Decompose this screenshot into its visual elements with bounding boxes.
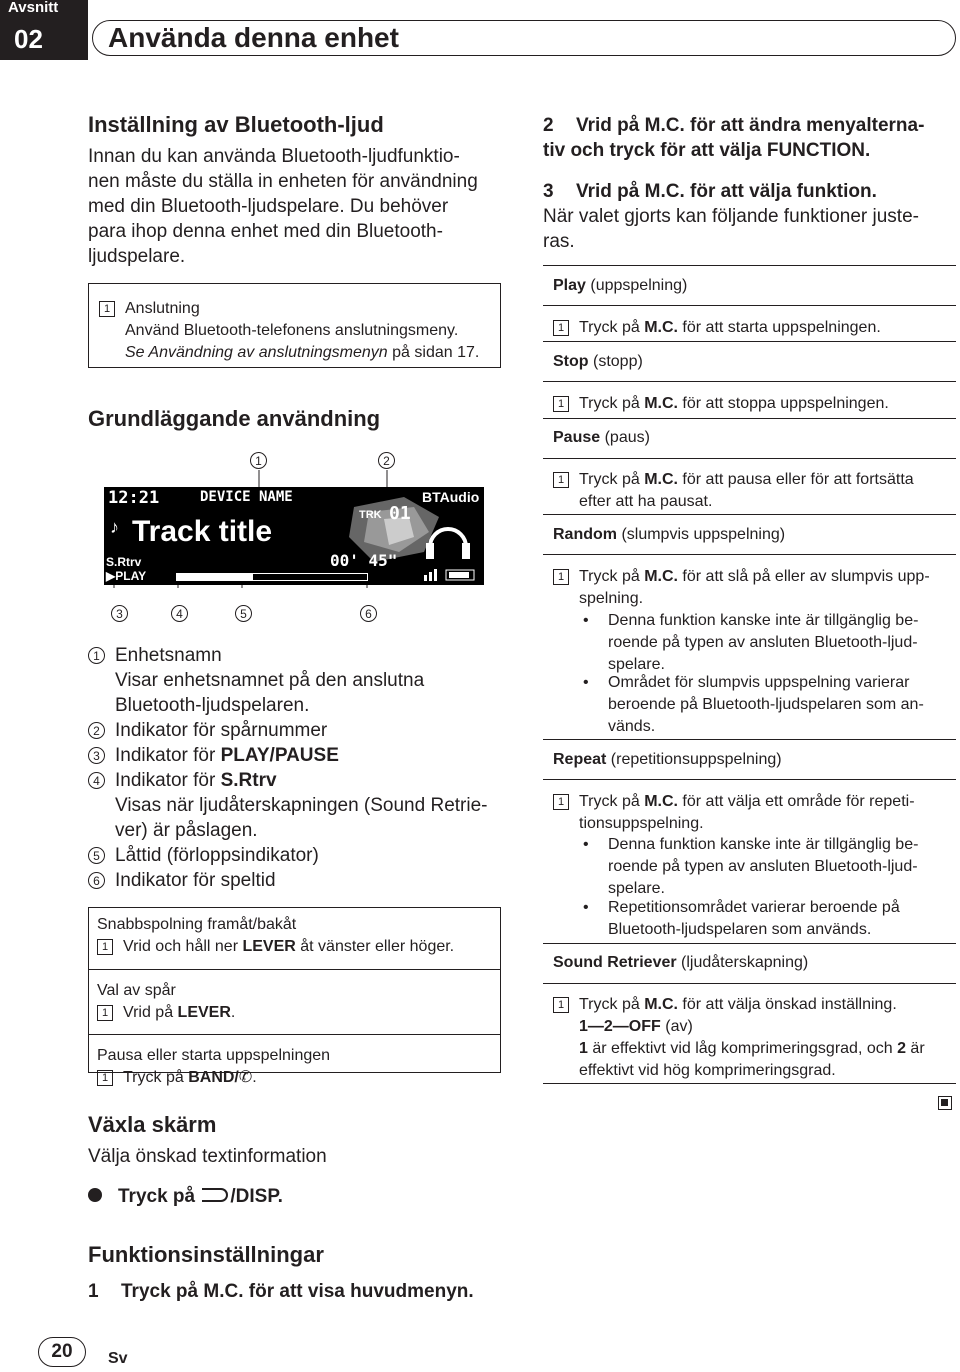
intro-line: med din Bluetooth-ljudspelare. Du behöver [88, 196, 449, 217]
intro-line: nen måste du ställa in enheten för användning [88, 171, 478, 192]
random-bullet: • Denna funktion kanske inte är tillgänglig be- roende på typen av ansluten Bluetooth-ljud- spelare. [583, 612, 919, 673]
switch-heading: Växla skärm [88, 1112, 217, 1137]
function-retriever-title: Sound Retriever (ljudåterskapning) [553, 954, 809, 971]
repeat-bullet: • Denna funktion kanske inte är tillgänglig be- roende på typen av ansluten Bluetooth-ljud- spelare. [583, 836, 919, 897]
callout-4: 4 [171, 605, 188, 622]
progress-bar [176, 573, 368, 581]
intro-line: Innan du kan använda Bluetooth-ljudfunktio- [88, 146, 460, 167]
step-number-icon: 1 [553, 472, 569, 488]
switch-action: Tryck på /DISP. [88, 1184, 283, 1209]
callout-3: 3 [111, 605, 128, 622]
callout-1: 1 [250, 452, 267, 469]
intro-line: para ihop denna enhet med din Bluetooth- [88, 221, 443, 242]
function-random-step: 1 Tryck på M.C. för att slå på eller av slumpvis upp- spelning. [553, 566, 930, 610]
intro-line: ljudspelare. [88, 246, 186, 267]
page-number: 20 [38, 1337, 86, 1367]
function-repeat-step: 1 Tryck på M.C. för att välja ett område för repeti- tionsuppspelning. [553, 791, 915, 835]
step-number-icon: 1 [97, 939, 113, 955]
section-label: Avsnitt [8, 0, 59, 16]
bt-audio-intro [88, 144, 518, 269]
divider [88, 969, 501, 970]
function-play-step: 1 Tryck på M.C. för att starta uppspelningen. [553, 317, 881, 339]
callout-6: 6 [360, 605, 377, 622]
music-note-icon: ♪ [110, 517, 119, 537]
quick-op-title: Snabbspolning framåt/bakåt [97, 916, 297, 933]
step-number-icon: 1 [553, 396, 569, 412]
step-number-icon: 1 [97, 1070, 113, 1086]
function-retriever-step: 1 Tryck på M.C. för att välja önskad inställning. 1—2—OFF (av) 1 är effektivt vid låg komprimeringsgrad, och 2 är effektivt vid hög komprimeringsgrad. [553, 994, 925, 1082]
function-play-title: Play (uppspelning) [553, 277, 688, 294]
step-number-icon: 1 [553, 569, 569, 585]
track-number-readout: 01 [389, 503, 411, 524]
chapter-title: Använda denna enhet [108, 22, 399, 53]
function-stop-step: 1 Tryck på M.C. för att stoppa uppspelningen. [553, 393, 889, 415]
callout-5: 5 [235, 605, 252, 622]
end-mark-icon [938, 1096, 952, 1110]
basic-heading: Grundläggande användning [88, 406, 381, 431]
connection-box-content: 1 Anslutning Använd Bluetooth-telefonens anslutningsmeny. Se Användning av anslutningsmenyn på sidan 17. [99, 298, 479, 364]
function-repeat-title: Repeat (repetitionsuppspelning) [553, 751, 782, 768]
connection-reference[interactable]: Se Användning av anslutningsmenyn [125, 344, 388, 361]
lcd-display [104, 487, 484, 585]
return-arrow-icon [202, 1188, 228, 1202]
function-random-title: Random (slumpvis uppspelning) [553, 526, 786, 543]
srtrv-indicator: S.Rtrv [106, 555, 142, 569]
progress-fill [177, 574, 253, 580]
display-legend: 1 Enhetsnamn Visar enhetsnamnet på den anslutna Bluetooth-ljudspelaren. 2 Indikator för spårnummer 3 Indikator för PLAY/PAUSE 4 Indikator för S.Rtrv Visas när ljudåterskapningen (Sound Retrie- ver) är påslagen. 5 Låttid (förloppsindikator) 6 Indikator för speltid [88, 643, 528, 893]
connection-line: Använd Bluetooth-telefonens anslutningsmeny. [125, 322, 459, 339]
legend-number: 5 [88, 847, 105, 864]
function-pause-step: 1 Tryck på M.C. för att pausa eller för att fortsätta efter att ha pausat. [553, 469, 914, 513]
track-title-readout: Track title [132, 515, 273, 548]
legend-number: 3 [88, 747, 105, 764]
play-indicator: ▶PLAY [106, 569, 147, 583]
clock-readout: 12:21 [108, 488, 160, 508]
switch-sub: Välja önskad textinformation [88, 1146, 327, 1167]
function-stop-title: Stop (stopp) [553, 353, 643, 370]
elapsed-time-readout: 00' 45" [330, 551, 398, 570]
step-number-icon: 1 [99, 301, 115, 317]
legend-number: 1 [88, 647, 105, 664]
phone-icon: ✆ [238, 1069, 253, 1086]
bullet-dot-icon [88, 1188, 102, 1202]
trk-label: TRK [359, 509, 382, 521]
step-number-icon: 1 [553, 997, 569, 1013]
divider [88, 1034, 501, 1035]
quick-op-title: Val av spår [97, 982, 176, 999]
headphones-icon [422, 513, 474, 561]
callout-2: 2 [378, 452, 395, 469]
step-number-icon: 1 [97, 1005, 113, 1021]
step-number-icon: 1 [553, 320, 569, 336]
language-code: Sv [108, 1350, 128, 1367]
func-step-1: 1 Tryck på M.C. för att visa huvudmenyn. [88, 1281, 474, 1302]
device-name-readout: DEVICE NAME [200, 489, 293, 505]
random-bullet: • Området för slumpvis uppspelning varierar beroende på Bluetooth-ljudspelaren som an- vänds. [583, 674, 924, 735]
connection-title: Anslutning [125, 300, 200, 317]
function-pause-title: Pause (paus) [553, 429, 650, 446]
step-3-desc: När valet gjorts kan följande funktioner juste- ras. [543, 206, 919, 252]
bt-audio-indicator: BTAudio [422, 489, 480, 505]
quick-op-title: Pausa eller starta uppspelningen [97, 1047, 331, 1064]
step-3: 3 Vrid på M.C. för att välja funktion. [543, 181, 877, 202]
func-heading: Funktionsinställningar [88, 1242, 324, 1267]
step-2: 2 Vrid på M.C. för att ändra menyalterna- tiv och tryck för att välja FUNCTION. [543, 115, 925, 161]
section-tab [0, 0, 88, 60]
repeat-bullet: • Repetitionsområdet varierar beroende på Bluetooth-ljudspelaren som används. [583, 899, 900, 938]
legend-number: 6 [88, 872, 105, 889]
step-number-icon: 1 [553, 794, 569, 810]
legend-number: 2 [88, 722, 105, 739]
section-number: 02 [14, 24, 43, 54]
bt-audio-heading: Inställning av Bluetooth-ljud [88, 112, 384, 137]
quick-ops-content: Snabbspolning framåt/bakåt 1 Vrid och håll ner LEVER åt vänster eller höger. Val av spår 1 Vrid på LEVER. Pausa eller starta uppspelningen 1 Tryck på BAND/✆. [97, 914, 497, 1089]
legend-number: 4 [88, 772, 105, 789]
signal-battery-icon [424, 567, 479, 581]
